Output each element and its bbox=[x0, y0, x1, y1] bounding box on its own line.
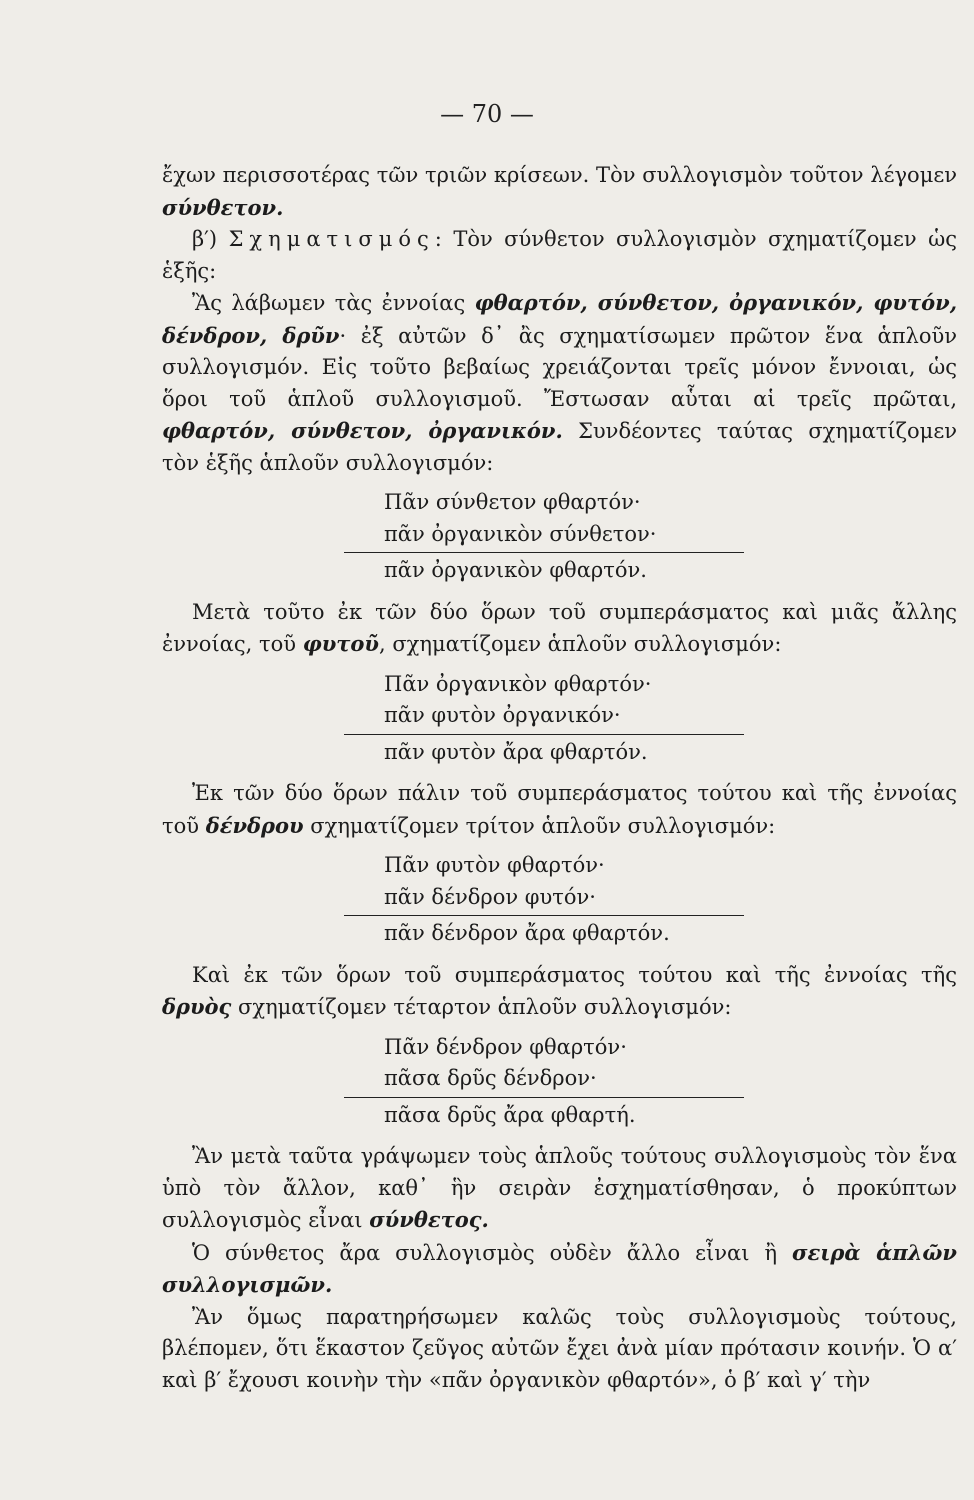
text-run: Ἂς λάβωμεν τὰς ἐννοίας bbox=[192, 291, 475, 315]
paragraph-8 bbox=[162, 1237, 957, 1302]
syllogism-4 bbox=[384, 1032, 744, 1132]
conclusion: πᾶν δένδρον ἄρα φθαρτόν. bbox=[384, 921, 670, 945]
text-run: β′) bbox=[192, 227, 229, 251]
text-run: , σχηματίζομεν ἁπλοῦν συλλογισμόν: bbox=[378, 632, 782, 656]
text-run: Μετὰ τοῦτο ἐκ τῶν δύο ὅρων τοῦ συμπεράσματος καὶ μιᾶς ἄλλης ἐννοίας, τοῦ bbox=[162, 599, 957, 656]
divider-line bbox=[344, 552, 744, 553]
divider-line bbox=[344, 734, 744, 735]
bold-term: σύνθετος. bbox=[369, 1207, 489, 1232]
bold-term: δρυὸς bbox=[162, 994, 232, 1019]
syllogism-2 bbox=[384, 669, 744, 769]
premise-minor: πᾶν ὀργανικὸν σύνθετον· bbox=[384, 521, 657, 546]
premise-major: Πᾶν σύνθετον φθαρτόν· bbox=[384, 490, 641, 514]
syllogism-3 bbox=[384, 850, 744, 950]
text-run: Ἂν μετὰ ταῦτα γράψωμεν τοὺς ἁπλοῦς τούτους συλλογισμοὺς τὸν ἕνα ὑπὸ τὸν ἄλλον, καθ᾽ ἣν σειρὰν ἐσχηματίσθησαν, ὁ προκύπτων συλλογισμὸς εἶναι bbox=[162, 1144, 957, 1232]
bold-term: σειρὰ ἁπλῶν συλλογισμῶν. bbox=[162, 1239, 957, 1297]
page-body bbox=[162, 160, 957, 1396]
conclusion: πᾶν φυτὸν ἄρα φθαρτόν. bbox=[384, 739, 648, 764]
premise-minor: πᾶν φυτὸν ὀργανικόν· bbox=[384, 703, 621, 727]
premise-major: Πᾶν δένδρον φθαρτόν· bbox=[384, 1034, 627, 1059]
section-heading: Σχηματισμός bbox=[228, 227, 435, 251]
page-number: — 70 — bbox=[440, 100, 534, 128]
bold-term: δένδρου bbox=[205, 812, 304, 838]
divider-line bbox=[344, 1097, 744, 1098]
paragraph-3 bbox=[162, 287, 957, 479]
conclusion: πᾶν ὀργανικὸν φθαρτόν. bbox=[384, 558, 647, 582]
premise-major: Πᾶν φυτὸν φθαρτόν· bbox=[384, 853, 605, 877]
text-run: Καὶ ἐκ τῶν ὅρων τοῦ συμπεράσματος τούτου καὶ τῆς ἐννοίας τῆς bbox=[192, 962, 957, 987]
bold-term: φυτοῦ bbox=[302, 631, 379, 656]
paragraph-7 bbox=[162, 1141, 957, 1237]
premise-minor: πᾶσα δρῦς δένδρον· bbox=[384, 1066, 597, 1090]
text-run: σχηματίζομεν τέταρτον ἁπλοῦν συλλογισμόν: bbox=[231, 995, 732, 1019]
premise-minor: πᾶν δένδρον φυτόν· bbox=[384, 884, 596, 909]
paragraph-2 bbox=[162, 224, 957, 287]
text-run: Ἐκ τῶν δύο ὅρων πάλιν τοῦ συμπεράσματος τούτου καὶ τῆς ἐννοίας τοῦ bbox=[162, 781, 957, 838]
text-run: σχηματίζομεν τρίτον ἁπλοῦν συλλογισμόν: bbox=[303, 813, 776, 838]
paragraph-4 bbox=[162, 597, 957, 661]
bold-term: φθαρτόν, σύνθετον, ὀργανικόν. bbox=[162, 418, 563, 443]
paragraph-6 bbox=[162, 960, 957, 1024]
text-run: Ἂν ὅμως παρατηρήσωμεν καλῶς τοὺς συλλογισμοὺς τούτους, βλέπομεν, ὅτι ἕκαστον ζεῦγος αὐτῶν ἔχει ἀνὰ μίαν πρότασιν κοινήν. Ὁ α′ καὶ β′ ἔχουσι κοινὴν τὴν «πᾶν ὀργανικὸν φθαρτόν», ὁ β′ καὶ γ′ τὴν bbox=[162, 1304, 957, 1392]
paragraph-1 bbox=[162, 160, 957, 224]
divider-line bbox=[344, 915, 744, 916]
text-run: : Τὸν σύνθετον συλλογισμὸν σχηματίζομεν ὡς ἑξῆς: bbox=[162, 227, 958, 283]
paragraph-5 bbox=[162, 778, 957, 842]
text-run: · ἐξ αὐτῶν δ᾽ ἂς σχηματίσωμεν πρῶτον ἕνα ἁπλοῦν συλλογισμόν. Εἰς τοῦτο βεβαίως χρειάζονται τρεῖς μόνον ἔννοιαι, ὡς ὅροι τοῦ ἁπλοῦ συλλογισμοῦ. Ἔστωσαν αὗται αἱ τρεῖς πρῶται, bbox=[162, 323, 957, 411]
conclusion: πᾶσα δρῦς ἄρα φθαρτή. bbox=[384, 1102, 636, 1127]
text-run: Ὁ σύνθετος ἄρα συλλογισμὸς οὐδὲν ἄλλο εἶναι ἢ bbox=[192, 1240, 793, 1265]
premise-major: Πᾶν ὀργανικὸν φθαρτόν· bbox=[384, 671, 652, 696]
syllogism-1 bbox=[384, 487, 744, 587]
paragraph-9 bbox=[162, 1302, 957, 1397]
text-run: Συνδέοντες ταύτας σχηματίζομεν τὸν ἑξῆς ἁπλοῦν συλλογισμόν: bbox=[162, 419, 957, 475]
bold-term: φθαρτόν, σύνθετον, ὀργανικόν, φυτόν, δένδρον, δρῦν bbox=[162, 290, 958, 348]
bold-term: σύνθετον. bbox=[162, 194, 284, 220]
text-run: ἔχων περισσοτέρας τῶν τριῶν κρίσεων. Τὸν συλλογισμὸν τοῦτον λέγομεν bbox=[162, 163, 957, 187]
